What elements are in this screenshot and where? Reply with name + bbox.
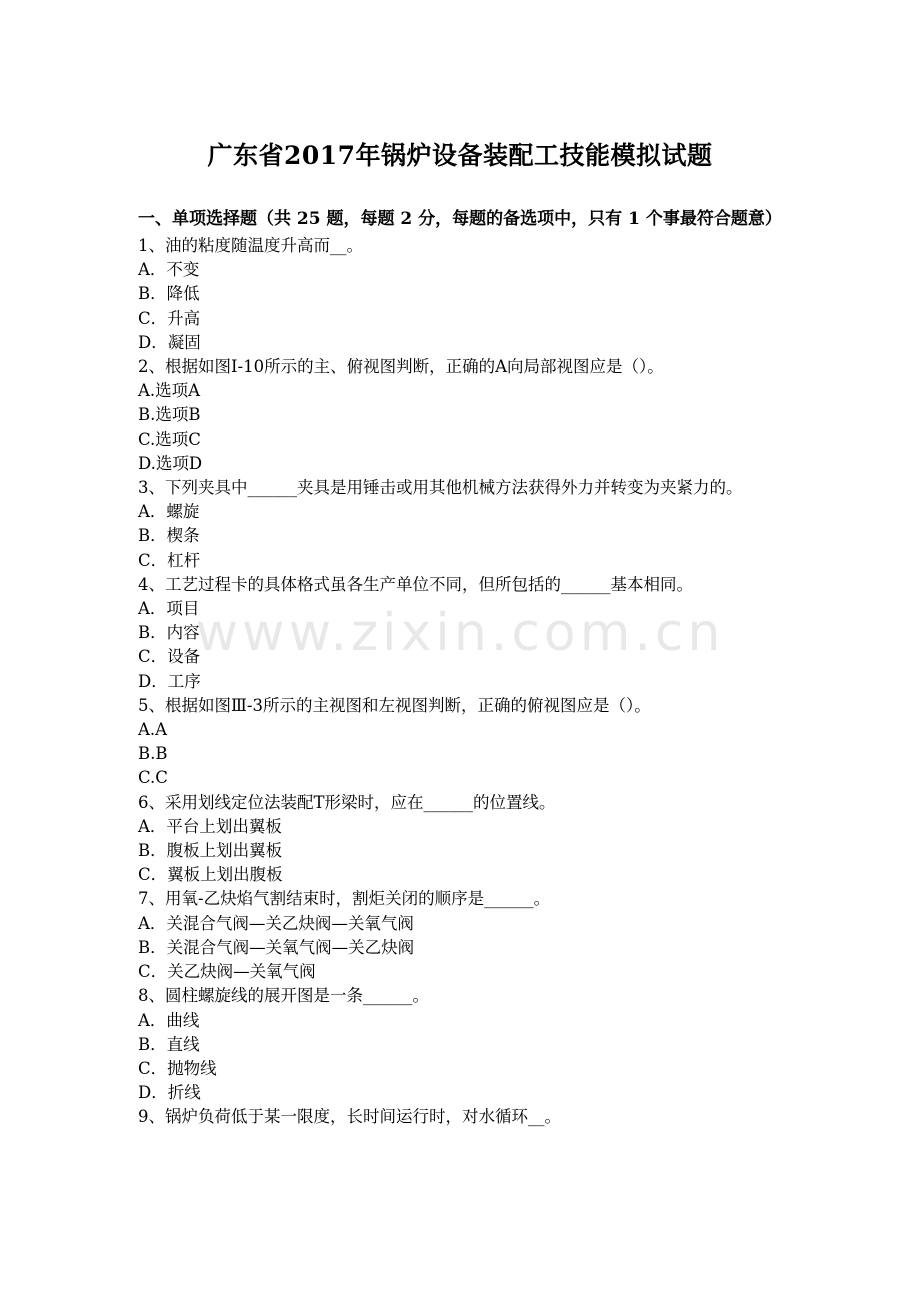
- q7-option-a: A．关混合气阀—关乙炔阀—关氧气阀: [138, 913, 414, 933]
- q8-option-b: B．直线: [138, 1034, 200, 1054]
- q2-option-c: C.选项C: [138, 429, 201, 449]
- q3-option-b: B．楔条: [138, 526, 200, 546]
- q3-option-c: C．杠杆: [138, 550, 201, 570]
- question-4: 4、工艺过程卡的具体格式虽各生产单位不同，但所包括的______基本相同。: [138, 574, 693, 594]
- q4-option-a: A．项目: [138, 599, 200, 619]
- question-6: 6、采用划线定位法装配T形梁时，应在______的位置线。: [138, 792, 556, 812]
- q8-option-c: C．抛物线: [138, 1058, 217, 1078]
- q5-option-c: C.C: [138, 768, 168, 788]
- q8-option-d: D．折线: [138, 1083, 201, 1103]
- q6-option-c: C．翼板上划出腹板: [138, 865, 283, 885]
- q6-option-b: B．腹板上划出翼板: [138, 841, 283, 861]
- question-3: 3、下列夹具中______夹具是用锤击或用其他机械方法获得外力并转变为夹紧力的。: [138, 478, 743, 498]
- q4-option-b: B．内容: [138, 623, 200, 643]
- q7-option-c: C．关乙炔阀—关氧气阀: [138, 962, 316, 982]
- q7-option-b: B．关混合气阀—关氧气阀—关乙炔阀: [138, 937, 415, 957]
- q1-option-c: C．升高: [138, 308, 201, 328]
- question-2: 2、根据如图Ⅰ-10所示的主、俯视图判断，正确的A向局部视图应是（）。: [138, 357, 664, 377]
- watermark: www.zixin.com.cn: [195, 603, 725, 663]
- question-9: 9、锅炉负荷低于某一限度，长时间运行时，对水循环__。: [138, 1107, 561, 1127]
- q1-option-d: D．凝固: [138, 332, 201, 352]
- q8-option-a: A．曲线: [138, 1010, 200, 1030]
- q2-option-d: D.选项D: [138, 453, 203, 473]
- q1-option-b: B．降低: [138, 284, 200, 304]
- q4-option-d: D．工序: [138, 671, 201, 691]
- q2-option-a: A.选项A: [138, 381, 201, 401]
- question-8: 8、圆柱螺旋线的展开图是一条______。: [138, 986, 429, 1006]
- document-title: 广东省2017年锅炉设备装配工技能模拟试题: [207, 141, 713, 170]
- document-body: [138, 208, 786, 1130]
- question-5: 5、根据如图Ⅲ-3所示的主视图和左视图判断，正确的俯视图应是（）。: [138, 695, 651, 715]
- question-1: 1、油的粘度随温度升高而__。: [138, 236, 363, 255]
- q3-option-a: A．螺旋: [138, 502, 200, 522]
- question-7: 7、用氧-乙炔焰气割结束时，割炬关闭的顺序是______。: [138, 889, 551, 909]
- section-header: 一、单项选择题（共 25 题，每题 2 分，每题的备选项中，只有 1 个事最符合题意）: [138, 209, 782, 229]
- q6-option-a: A．平台上划出翼板: [138, 816, 282, 836]
- q4-option-c: C．设备: [138, 647, 201, 667]
- q5-option-b: B.B: [138, 744, 168, 764]
- q1-option-a: A．不变: [138, 260, 200, 280]
- q5-option-a: A.A: [138, 720, 168, 740]
- q2-option-b: B.选项B: [138, 405, 201, 425]
